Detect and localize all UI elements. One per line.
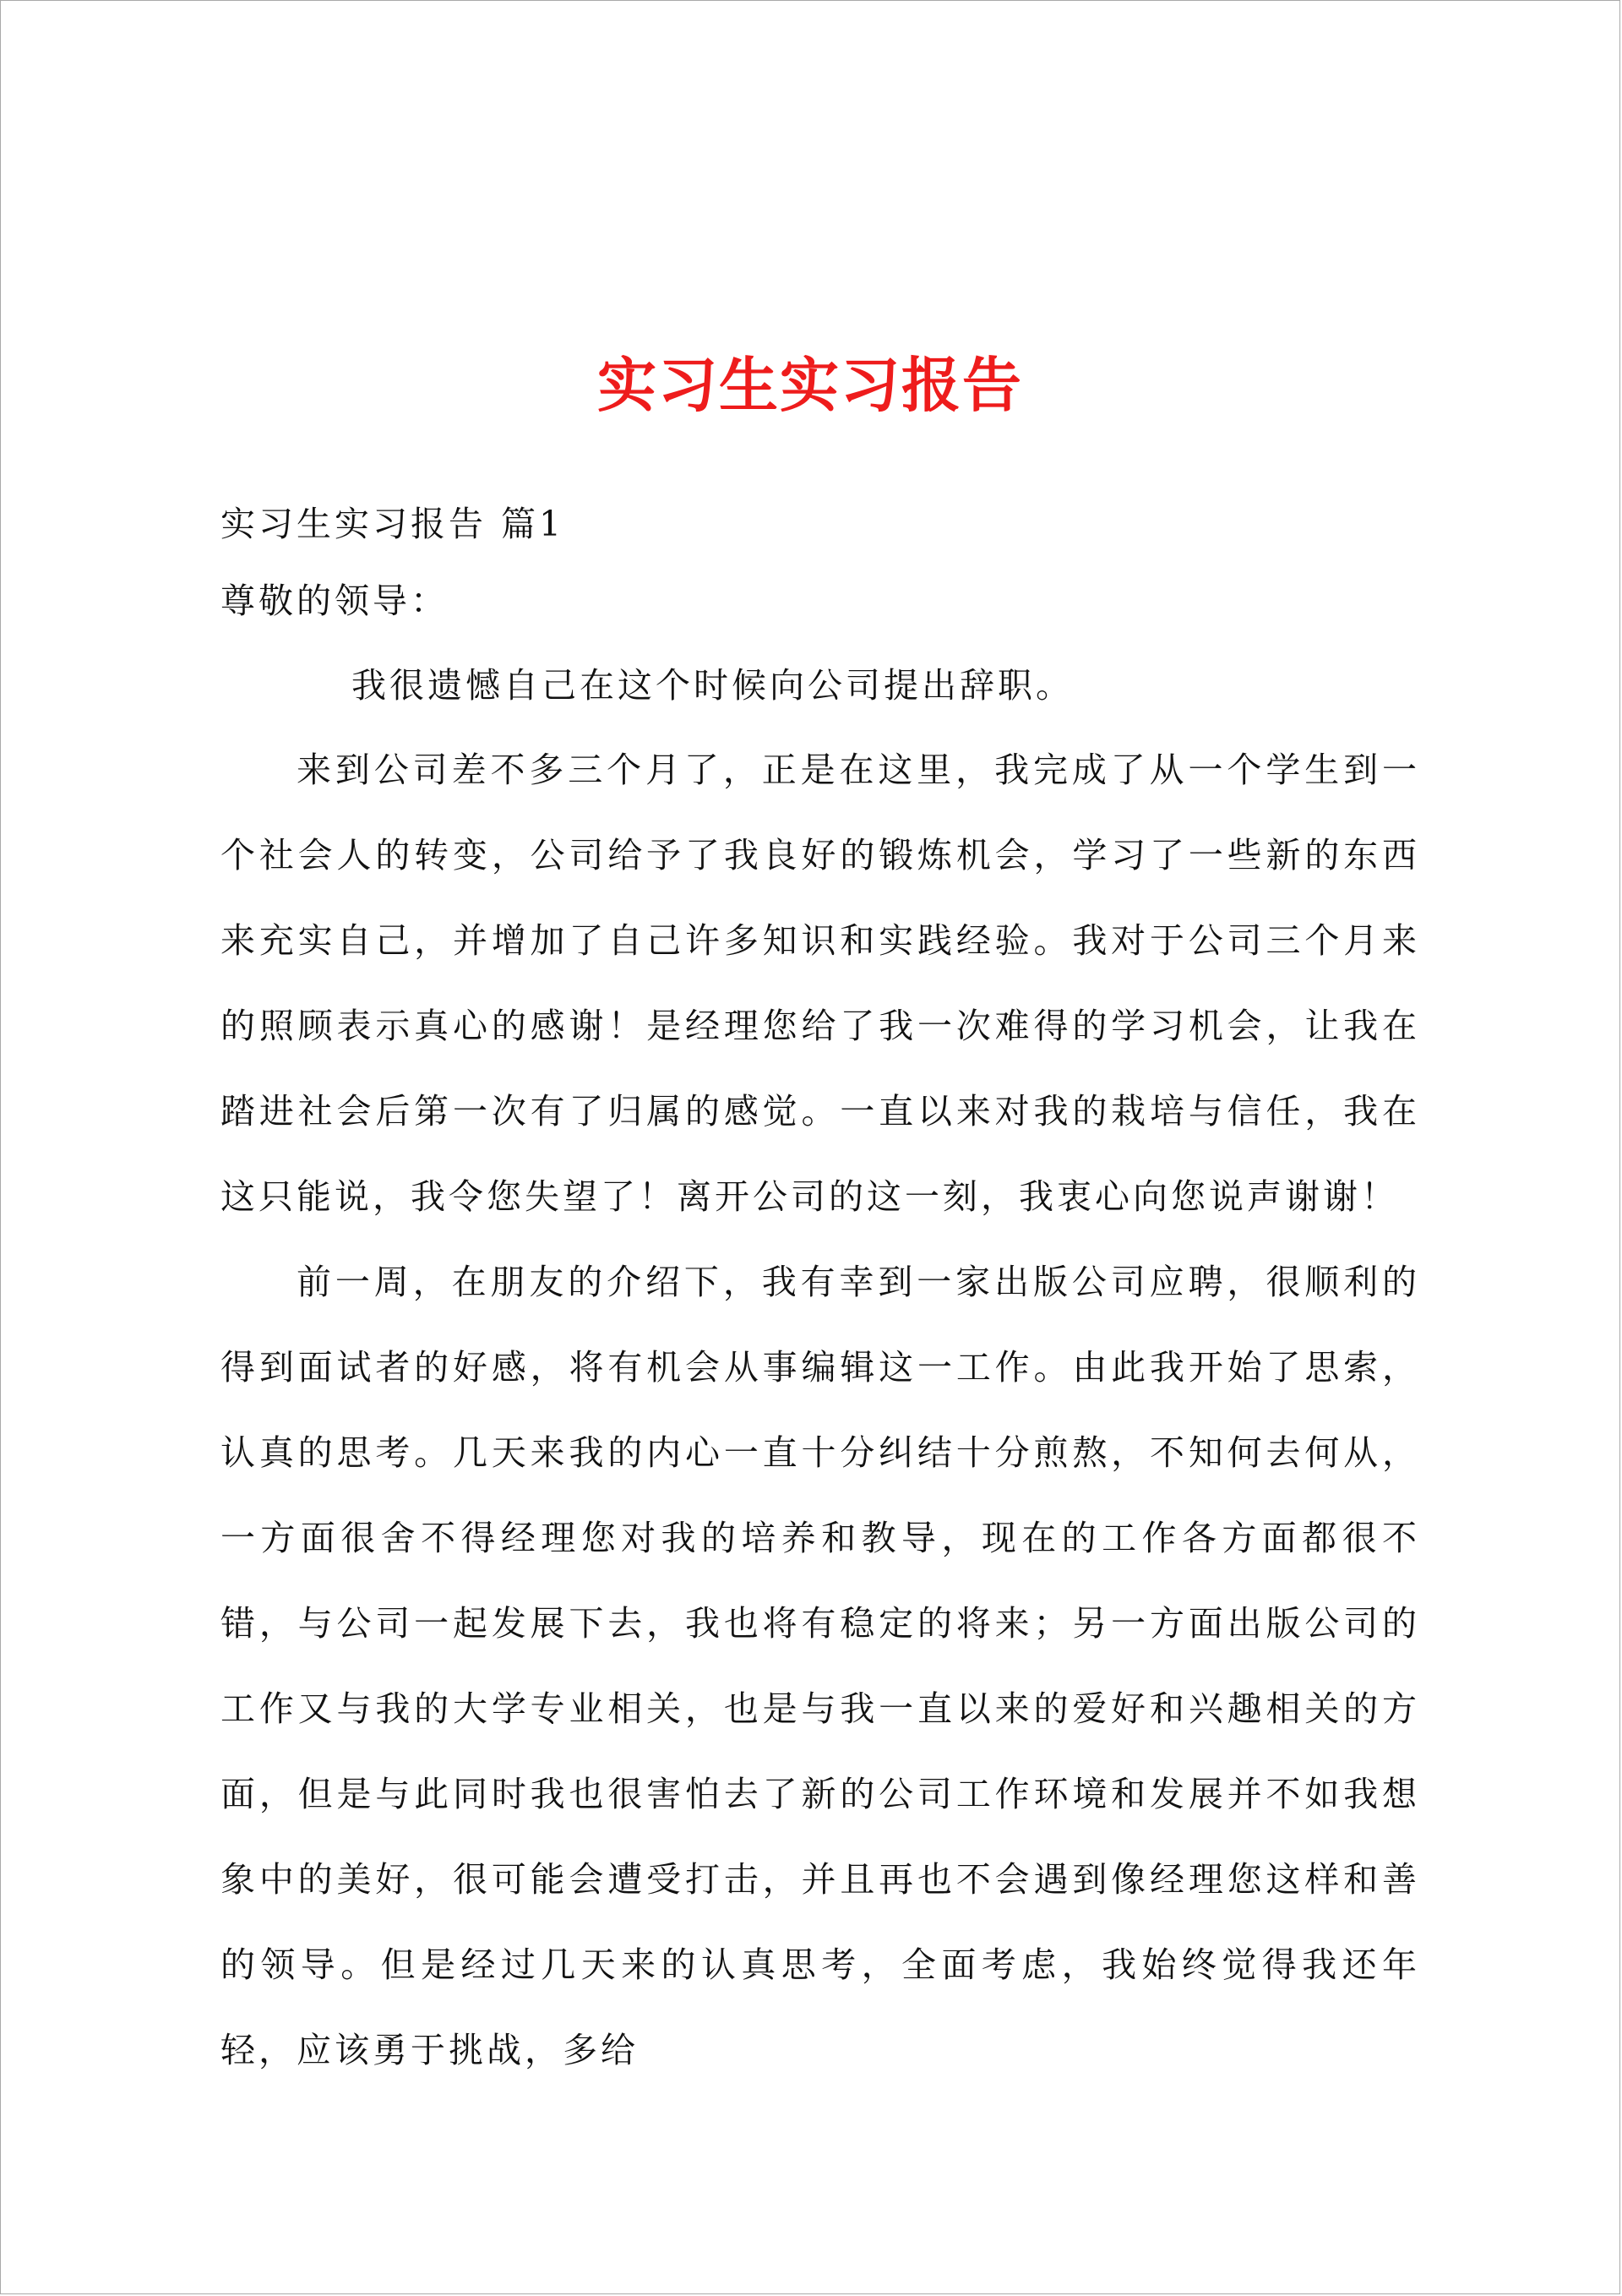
document-title: 实习生实习报告 xyxy=(597,350,1023,420)
intro-paragraph: 我很遗憾自己在这个时候向公司提出辞职。 xyxy=(351,665,1074,706)
paragraph: 前一周，在朋友的介绍下，我有幸到一家出版公司应聘，很顺利的得到面试者的好感，将有机会从事编辑这一工作。由此我开始了思索，认真的思考。几天来我的内心一直十分纠结十分煎熬，不知何去何从，一方面很舍不得经理您对我的培养和教导，现在的工作各方面都很不错，与公司一起发展下去，我也将有稳定的将来；另一方面出版公司的工作又与我的大学专业相关，也是与我一直以来的爱好和兴趣相关的方面，但是与此同时我也很害怕去了新的公司工作环境和发展并不如我想象中的美好，很可能会遭受打击，并且再也不会遇到像经理您这样和善的领导。但是经过几天来的认真思考，全面考虑，我始终觉得我还年轻，应该勇于挑战，多给 xyxy=(220,1262,1420,2070)
salutation: 尊敬的领导： xyxy=(220,581,449,621)
section-heading: 实习生实习报告 篇1 xyxy=(220,504,565,544)
document-body xyxy=(220,489,1420,2093)
paragraph: 来到公司差不多三个月了，正是在这里，我完成了从一个学生到一个社会人的转变，公司给予了我良好的锻炼机会，学习了一些新的东西来充实自己，并增加了自己许多知识和实践经验。我对于公司三个月来的照顾表示真心的感谢！是经理您给了我一次难得的学习机会，让我在踏进社会后第一次有了归属的感觉。一直以来对我的栽培与信任，我在这只能说，我令您失望了！离开公司的这一刻，我衷心向您说声谢谢！ xyxy=(220,750,1420,1217)
